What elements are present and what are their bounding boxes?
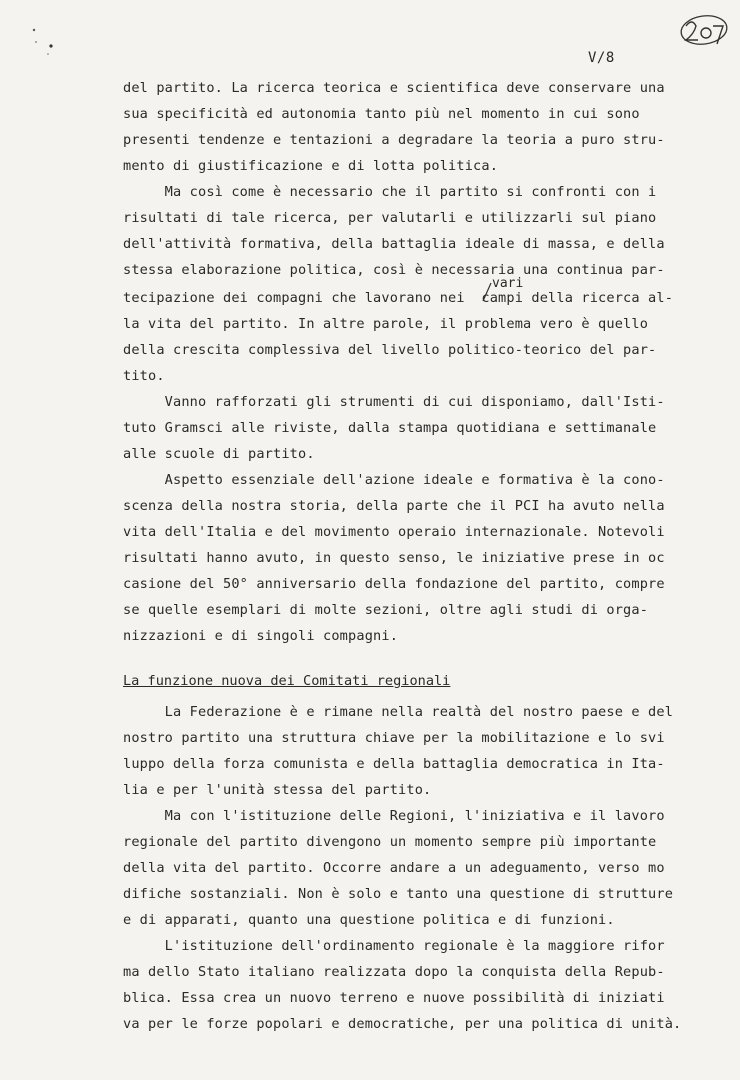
text-line: difiche sostanziali. Non è solo e tanto una questione di strutture xyxy=(123,886,674,902)
text-line: alle scuole di partito. xyxy=(123,446,315,462)
text-line: Vanno rafforzati gli strumenti di cui disponiamo, dall'Isti- xyxy=(123,394,665,410)
text-line: del partito. La ricerca teorica e scientifica deve conservare una xyxy=(123,80,665,96)
text-line: regionale del partito divengono un momento sempre più importante xyxy=(123,834,657,850)
text-line: della vita del partito. Occorre andare a un adeguamento, verso mo xyxy=(123,860,665,876)
text-line: lia e per l'unità stessa del partito. xyxy=(123,782,432,798)
text-line: scenza della nostra storia, della parte che il PCI ha avuto nella xyxy=(123,498,665,514)
text-line: blica. Essa crea un nuovo terreno e nuove possibilità di iniziati xyxy=(123,990,665,1006)
text-line: la vita del partito. In altre parole, il problema vero è quello xyxy=(123,316,649,332)
text-line: luppo della forza comunista e della battaglia democratica in Ita- xyxy=(123,756,665,772)
text-line: della crescita complessiva del livello politico-teorico del par- xyxy=(123,342,657,358)
text-line: tito. xyxy=(123,368,165,384)
page-number: V/8 xyxy=(588,50,615,66)
text-line: risultati di tale ricerca, per valutarli e utilizzarli sul piano xyxy=(123,210,657,226)
section-heading: La funzione nuova dei Comitati regionali xyxy=(123,673,451,689)
text-line: Ma con l'istituzione delle Regioni, l'iniziativa e il lavoro xyxy=(123,808,665,824)
handwritten-page-annotation xyxy=(678,12,730,48)
text-line: risultati hanno avuto, in questo senso, le iniziative prese in oc xyxy=(123,550,665,566)
handwritten-insertion: vari xyxy=(492,276,524,291)
text-line: ma dello Stato italiano realizzata dopo la conquista della Repub- xyxy=(123,964,665,980)
text-line: tuto Gramsci alle riviste, dalla stampa quotidiana e settimanale xyxy=(123,420,657,436)
text-line: e di apparati, quanto una questione politica e di funzioni. xyxy=(123,912,615,928)
text-line: Ma così come è necessario che il partito si confronti con i xyxy=(123,184,657,200)
paper-specks xyxy=(30,22,80,62)
text-line: tecipazione dei compagni che lavorano nei campi della ricerca al- xyxy=(123,290,674,306)
text-line: dell'attività formativa, della battaglia ideale di massa, e della xyxy=(123,236,665,252)
text-line: presenti tendenze e tentazioni a degradare la teoria a puro stru- xyxy=(123,132,665,148)
text-line: mento di giustificazione e di lotta politica. xyxy=(123,158,499,174)
text-line: L'istituzione dell'ordinamento regionale è la maggiore rifor xyxy=(123,938,665,954)
text-line: nizzazioni e di singoli compagni. xyxy=(123,628,399,644)
text-line: casione del 50° anniversario della fondazione del partito, compre xyxy=(123,576,665,592)
text-line: vita dell'Italia e del movimento operaio internazionale. Notevoli xyxy=(123,524,665,540)
text-line: va per le forze popolari e democratiche, per una politica di unità. xyxy=(123,1016,682,1032)
text-line: nostro partito una struttura chiave per la mobilitazione e lo svi xyxy=(123,730,665,746)
text-line: La Federazione è e rimane nella realtà del nostro paese e del xyxy=(123,704,674,720)
text-line: se quelle esemplari di molte sezioni, oltre agli studi di orga- xyxy=(123,602,649,618)
text-line: sua specificità ed autonomia tanto più nel momento in cui sono xyxy=(123,106,640,122)
text-line: Aspetto essenziale dell'azione ideale e formativa è la cono- xyxy=(123,472,665,488)
text-line: stessa elaborazione politica, così è necessaria una continua par- xyxy=(123,262,665,278)
